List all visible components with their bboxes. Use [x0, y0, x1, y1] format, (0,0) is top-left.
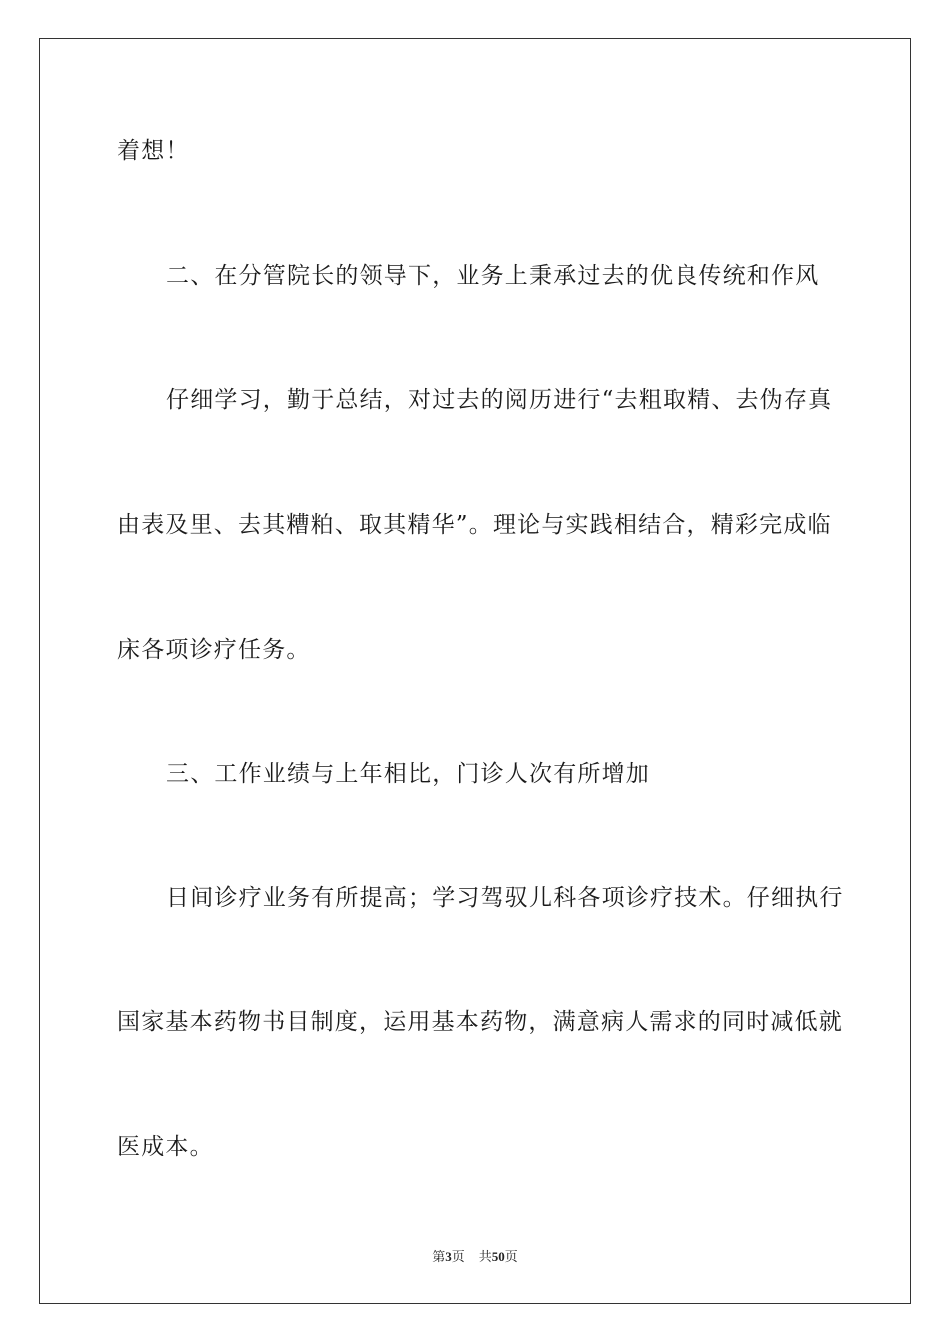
total-prefix: 共 — [478, 1249, 492, 1264]
paragraph-line: 仔细学习，勤于总结，对过去的阅历进行“去粗取精、去伪存真 — [166, 387, 833, 413]
page-suffix: 页 — [451, 1249, 465, 1264]
paragraph-line: 国家基本药物书目制度，运用基本药物，满意病人需求的同时减低就 — [117, 1009, 843, 1035]
section-heading-3: 三、工作业绩与上年相比，门诊人次有所增加 — [166, 761, 650, 787]
section-heading-2: 二、在分管院长的领导下，业务上秉承过去的优良传统和作风 — [166, 263, 820, 289]
page-prefix: 第 — [432, 1249, 446, 1264]
paragraph-line: 由表及里、去其糟粕、取其精华”。理论与实践相结合，精彩完成临 — [117, 512, 832, 538]
total-pages: 50 — [491, 1249, 505, 1264]
paragraph-line: 床各项诊疗任务。 — [117, 637, 311, 663]
paragraph-line: 医成本。 — [117, 1134, 214, 1160]
page-border — [39, 38, 911, 1304]
paragraph-line: 日间诊疗业务有所提高；学习驾驭儿科各项诊疗技术。仔细执行 — [166, 885, 844, 911]
page-number: 3 — [445, 1249, 452, 1264]
page-footer — [0, 1248, 950, 1266]
total-suffix: 页 — [504, 1249, 518, 1264]
text-line: 着想！ — [117, 138, 190, 164]
